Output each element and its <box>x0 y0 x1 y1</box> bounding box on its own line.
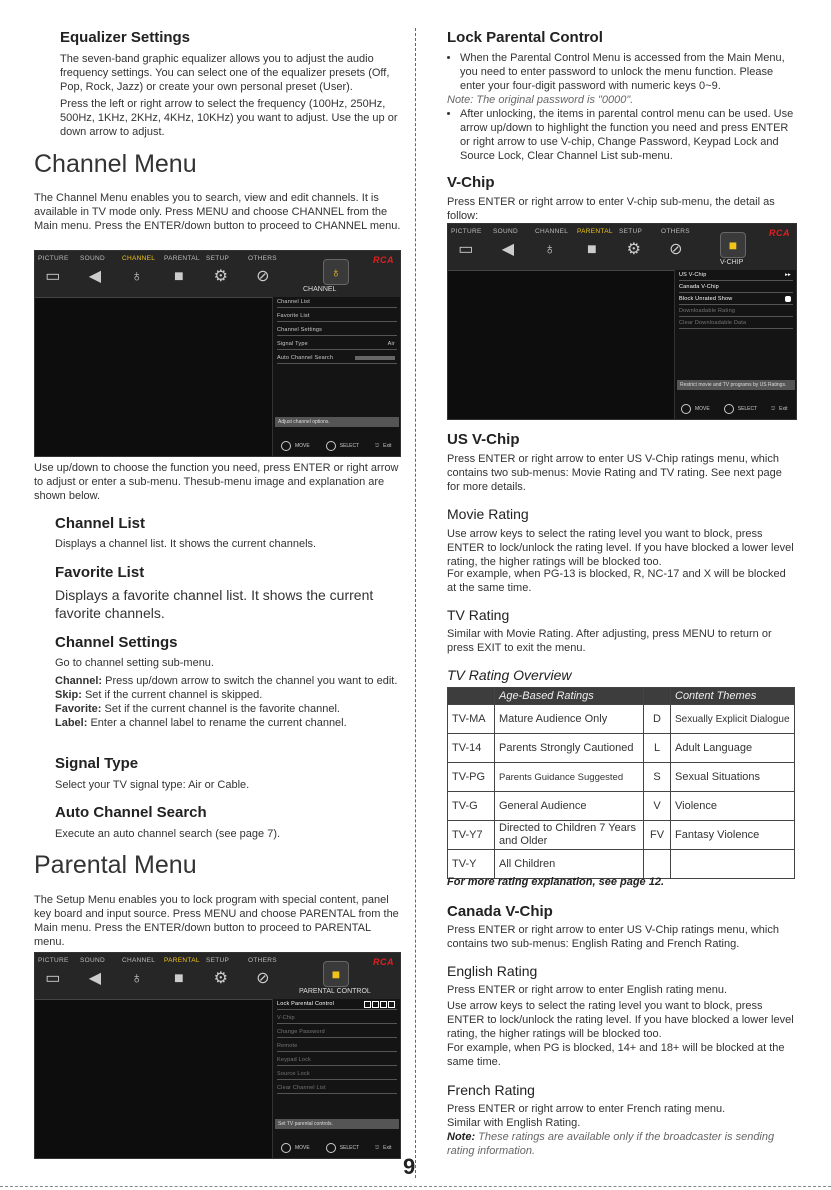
tv-tab-picture: PICTURE ▭ <box>451 228 482 258</box>
menu-item-us-v-chip: US V-Chip ▸▸ <box>679 272 793 281</box>
lock-bullet-2: • After unlocking, the items in parental control menu can be used. Use arrow up/down to highlight the function you need and press ENTER or right arrow to use V-chip, Change Password, Keypad Lock and Source Lock, Clear Channel List sub-menu. <box>460 107 800 163</box>
channel-list-paragraph: Displays a channel list. It shows the current channels. <box>55 538 317 550</box>
table-cell: Sexually Explicit Dialogue <box>671 705 795 734</box>
english-rating-paragraph-2: Use arrow keys to select the rating level you want to block, press ENTER to lock/unlock the rating level. If you have blocked a lower level rating, the higher ratings will be blocked too. <box>447 1000 794 1040</box>
menu-panel <box>272 297 401 456</box>
table-cell: Violence <box>671 792 795 821</box>
equalizer-paragraph-2: Press the left or right arrow to select the frequency (100Hz, 250Hz, 500Hz, 1KHz, 2KHz, 4KHz, 10KHz) you want to adjust. Use the up or down arrow to adjust. <box>60 98 398 138</box>
tv-tab-parental: PARENTAL ■ <box>164 957 200 987</box>
channel-settings-list <box>55 674 405 730</box>
canada-v-chip-paragraph: Press ENTER or right arrow to enter US V-Chip ratings menu, which contains two sub-menus: English Rating and French Rating. <box>447 924 779 950</box>
parental-menu-paragraph: The Setup Menu enables you to lock program with special content, panel key board and input source. Press MENU and choose PARENTAL from the Main menu. Press the ENTER/down button to proceed to PARENTAL menu. <box>34 894 399 948</box>
channel-list-heading: Channel List <box>55 515 146 532</box>
table-cell: L <box>644 734 671 763</box>
menu-item-keypad-lock: Keypad Lock <box>277 1057 397 1066</box>
tv-tab-sound: SOUND ◀ <box>80 957 105 987</box>
table-cell: TV-G <box>448 792 495 821</box>
us-v-chip-paragraph: Press ENTER or right arrow to enter US V-Chip ratings menu, which contains two sub-menus: Movie Rating and TV rating. See next page for more details. <box>447 453 782 493</box>
table-cell: TV-Y7 <box>448 821 495 850</box>
movie-rating-paragraph-1: Use arrow keys to select the rating level you want to block, press ENTER to lock/unlock the rating level. If you have blocked a lower level rating, the higher ratings will be blocked too. <box>447 528 794 568</box>
menu-item-auto-channel-search: Auto Channel Search <box>277 355 397 364</box>
gear-icon: ⚙ <box>626 241 642 258</box>
signal-value: Air <box>387 341 395 347</box>
table-cell: Directed to Children 7 Years and Older <box>495 821 644 850</box>
tv-rating-paragraph: Similar with Movie Rating. After adjusting, press MENU to return or press EXIT to exit the menu. <box>447 628 772 654</box>
table-header: Content Themes <box>671 688 795 705</box>
tv-footer: MOVE SELECT ⎋ Exit <box>281 441 392 451</box>
v-chip-paragraph: Press ENTER or right arrow to enter V-chip sub-menu, the detail as follow: <box>447 196 775 222</box>
english-rating-paragraph-3: For example, when PG is blocked, 14+ and 18+ will be blocked at the same time. <box>447 1042 785 1068</box>
french-rating-paragraph-1: Press ENTER or right arrow to enter French rating menu. <box>447 1103 726 1115</box>
tv-tab-parental: PARENTAL ■ <box>577 228 613 258</box>
rca-logo: RCA <box>373 255 394 265</box>
table-cell: Mature Audience Only <box>495 705 644 734</box>
satellite-icon: ♁ <box>543 241 557 258</box>
menu-item-remote: Remote <box>277 1043 397 1052</box>
table-header-row <box>448 688 795 705</box>
menu-item-signal-type: Signal Type Air <box>277 341 397 350</box>
lock-note: Note: The original password is "0000". <box>447 94 634 106</box>
lock-bullet-list <box>447 51 800 93</box>
satellite-icon: ♁ <box>130 970 144 987</box>
v-chip-heading: V-Chip <box>447 174 495 191</box>
lock-icon: ■ <box>587 241 597 258</box>
english-rating-paragraph-1: Press ENTER or right arrow to enter English rating menu. <box>447 984 728 996</box>
tv-tab-sound: SOUND ◀ <box>80 255 105 285</box>
tools-icon: ⊘ <box>669 241 683 258</box>
screen-title: V-CHIP <box>720 259 744 266</box>
table-cell: D <box>644 705 671 734</box>
tv-rating-table <box>447 687 795 879</box>
table-cell: Sexual Situations <box>671 763 795 792</box>
movie-rating-heading: Movie Rating <box>447 506 529 522</box>
parental-menu-screenshot <box>34 952 401 1159</box>
table-cell: General Audience <box>495 792 644 821</box>
move-icon <box>681 404 691 414</box>
tv-icon: ▭ <box>45 268 61 285</box>
menu-item-v-chip: V-Chip <box>277 1015 397 1024</box>
french-rating-note: Note: These ratings are available only if the broadcaster is sending rating information. <box>447 1131 775 1157</box>
exit-icon: ⎋ <box>375 443 380 449</box>
lock-bullet-list-2 <box>447 107 800 163</box>
move-icon <box>281 441 291 451</box>
tv-tab-others: OTHERS ⊘ <box>248 255 277 285</box>
tv-rating-overview-heading: TV Rating Overview <box>447 667 572 683</box>
toggle-icon <box>785 296 791 302</box>
speaker-icon: ◀ <box>88 970 102 987</box>
column-divider <box>415 28 416 1178</box>
table-cell: FV <box>644 821 671 850</box>
more-rating-note: For more rating explanation, see page 12. <box>447 876 665 888</box>
gear-icon: ⚙ <box>213 268 229 285</box>
channel-settings-heading: Channel Settings <box>55 634 178 651</box>
select-icon <box>326 441 336 451</box>
tv-tab-channel: CHANNEL ♁ <box>122 957 156 987</box>
table-cell: TV-PG <box>448 763 495 792</box>
table-cell: TV-Y <box>448 850 495 879</box>
channel-menu-paragraph: The Channel Menu enables you to search, view and edit channels. It is available in TV mode only. Press MENU and choose CHANNEL from the Main menu. Press the ENTER/down button to proceed to CHANNEL menu. <box>34 192 401 232</box>
table-cell: V <box>644 792 671 821</box>
satellite-icon: ♁ <box>323 259 349 285</box>
menu-item-clear-channel-list: Clear Channel List <box>277 1085 397 1094</box>
exit-icon: ⎋ <box>771 406 776 412</box>
lock-icon: ■ <box>174 970 184 987</box>
tv-tab-sound: SOUND ◀ <box>493 228 518 258</box>
tv-footer: MOVE SELECT ⎋ Exit <box>681 404 788 414</box>
menu-panel <box>272 999 401 1158</box>
table-cell: Parents Guidance Suggested <box>495 763 644 792</box>
table-row <box>448 734 795 763</box>
cs-item-skip: Skip: Set if the current channel is skipped. <box>55 689 263 701</box>
channel-settings-paragraph: Go to channel setting sub-menu. <box>55 657 214 669</box>
menu-item-change-password: Change Password <box>277 1029 397 1038</box>
favorite-list-heading: Favorite List <box>55 564 145 581</box>
help-text: Restrict movie and TV programs by US Ratings. <box>677 380 795 390</box>
tv-tab-setup: SETUP ⚙ <box>619 228 643 258</box>
page-bottom-line <box>0 1186 831 1187</box>
table-cell: S <box>644 763 671 792</box>
cs-item-label: Label: Enter a channel label to rename the current channel. <box>55 717 347 729</box>
table-cell: All Children <box>495 850 644 879</box>
menu-item-block-unrated-show: Block Unrated Show <box>679 296 793 305</box>
channel-menu-heading: Channel Menu <box>34 150 197 178</box>
menu-panel <box>674 270 797 419</box>
signal-type-heading: Signal Type <box>55 755 139 772</box>
table-row <box>448 792 795 821</box>
v-chip-screenshot <box>447 223 797 420</box>
signal-type-paragraph: Select your TV signal type: Air or Cable. <box>55 779 250 791</box>
table-row <box>448 705 795 734</box>
table-row <box>448 821 795 850</box>
tv-rating-heading: TV Rating <box>447 607 510 623</box>
parental-menu-heading: Parental Menu <box>34 851 197 879</box>
channel-after-paragraph: Use up/down to choose the function you need, press ENTER or right arrow to adjust or enter a sub-menu. Thesub-menu image and explanation are shown below. <box>34 462 399 502</box>
menu-item-channel-list: Channel List <box>277 299 397 308</box>
speaker-icon: ◀ <box>501 241 515 258</box>
speaker-icon: ◀ <box>88 268 102 285</box>
table-header: Age-Based Ratings <box>495 688 644 705</box>
table-cell: Adult Language <box>671 734 795 763</box>
table-header <box>448 688 495 705</box>
select-icon <box>724 404 734 414</box>
tv-tab-others: OTHERS ⊘ <box>661 228 690 258</box>
table-cell: TV-MA <box>448 705 495 734</box>
canada-v-chip-heading: Canada V-Chip <box>447 903 553 920</box>
move-icon <box>281 1143 291 1153</box>
lock-icon: ■ <box>174 268 184 285</box>
page-number: 9 <box>403 1154 416 1179</box>
screen-title: CHANNEL <box>303 286 337 293</box>
menu-item-canada-v-chip: Canada V-Chip <box>679 284 793 293</box>
equalizer-settings-heading: Equalizer Settings <box>60 29 191 46</box>
english-rating-heading: English Rating <box>447 963 538 979</box>
tv-tab-parental: PARENTAL ■ <box>164 255 200 285</box>
auto-channel-search-paragraph: Execute an auto channel search (see page 7). <box>55 828 281 840</box>
menu-item-channel-settings: Channel Settings <box>277 327 397 336</box>
gear-icon: ⚙ <box>213 970 229 987</box>
search-progress-bar <box>355 356 395 360</box>
table-header <box>644 688 671 705</box>
table-cell: TV-14 <box>448 734 495 763</box>
table-cell: Fantasy Violence <box>671 821 795 850</box>
tv-tab-picture: PICTURE ▭ <box>38 957 69 987</box>
tv-tab-others: OTHERS ⊘ <box>248 957 277 987</box>
auto-channel-search-heading: Auto Channel Search <box>55 804 207 821</box>
rca-logo: RCA <box>373 957 394 967</box>
rca-logo: RCA <box>769 228 790 238</box>
tools-icon: ⊘ <box>256 970 270 987</box>
lock-bullet-1: • When the Parental Control Menu is accessed from the Main Menu, you need to enter password to unlock the menu function. Please enter your four-digit password with numeric keys 0~9. <box>460 51 800 93</box>
tv-tab-setup: SETUP ⚙ <box>206 255 230 285</box>
table-row <box>448 763 795 792</box>
french-rating-paragraph-2: Similar with English Rating. <box>447 1117 581 1129</box>
help-text: Set TV parental controls. <box>275 1119 399 1129</box>
exit-icon: ⎋ <box>375 1145 380 1151</box>
movie-rating-paragraph-2: For example, when PG-13 is blocked, R, NC-17 and X will be blocked at the same time. <box>447 568 786 594</box>
menu-item-lock-parental-control: Lock Parental Control <box>277 1001 397 1010</box>
satellite-icon: ♁ <box>130 268 144 285</box>
cs-item-channel: Channel: Press up/down arrow to switch the channel you want to edit. <box>55 675 398 687</box>
screen-title: PARENTAL CONTROL <box>299 988 371 995</box>
favorite-list-paragraph: Displays a favorite channel list. It shows the current favorite channels. <box>55 587 374 621</box>
menu-item-source-lock: Source Lock <box>277 1071 397 1080</box>
us-v-chip-heading: US V-Chip <box>447 431 520 448</box>
menu-item-clear-downloadable-data: Clear Downloadable Data <box>679 320 793 329</box>
password-boxes <box>363 1001 395 1010</box>
tv-footer: MOVE SELECT ⎋ Exit <box>281 1143 392 1153</box>
table-cell: Parents Strongly Cautioned <box>495 734 644 763</box>
cs-item-favorite: Favorite: Set if the current channel is the favorite channel. <box>55 703 340 715</box>
tv-icon: ▭ <box>458 241 474 258</box>
lock-icon: ■ <box>720 232 746 258</box>
tv-tab-picture: PICTURE ▭ <box>38 255 69 285</box>
lock-parental-control-heading: Lock Parental Control <box>447 29 603 46</box>
tv-tab-channel: CHANNEL ♁ <box>122 255 156 285</box>
select-icon <box>326 1143 336 1153</box>
chevron-right-icon: ▸▸ <box>785 272 791 278</box>
tv-tab-setup: SETUP ⚙ <box>206 957 230 987</box>
tv-tab-channel: CHANNEL ♁ <box>535 228 569 258</box>
menu-item-downloadable-rating: Downloadable Rating <box>679 308 793 317</box>
menu-item-favorite-list: Favorite List <box>277 313 397 322</box>
tools-icon: ⊘ <box>256 268 270 285</box>
lock-icon: ■ <box>323 961 349 987</box>
tv-icon: ▭ <box>45 970 61 987</box>
equalizer-paragraph-1: The seven-band graphic equalizer allows you to adjust the audio frequency settings. You can select one of the equalizer presets (Off, Pop, Rock, Jazz) or create your own personal preset (User). <box>60 53 390 93</box>
french-rating-heading: French Rating <box>447 1082 535 1098</box>
help-text: Adjust channel options. <box>275 417 399 427</box>
channel-menu-screenshot <box>34 250 401 457</box>
